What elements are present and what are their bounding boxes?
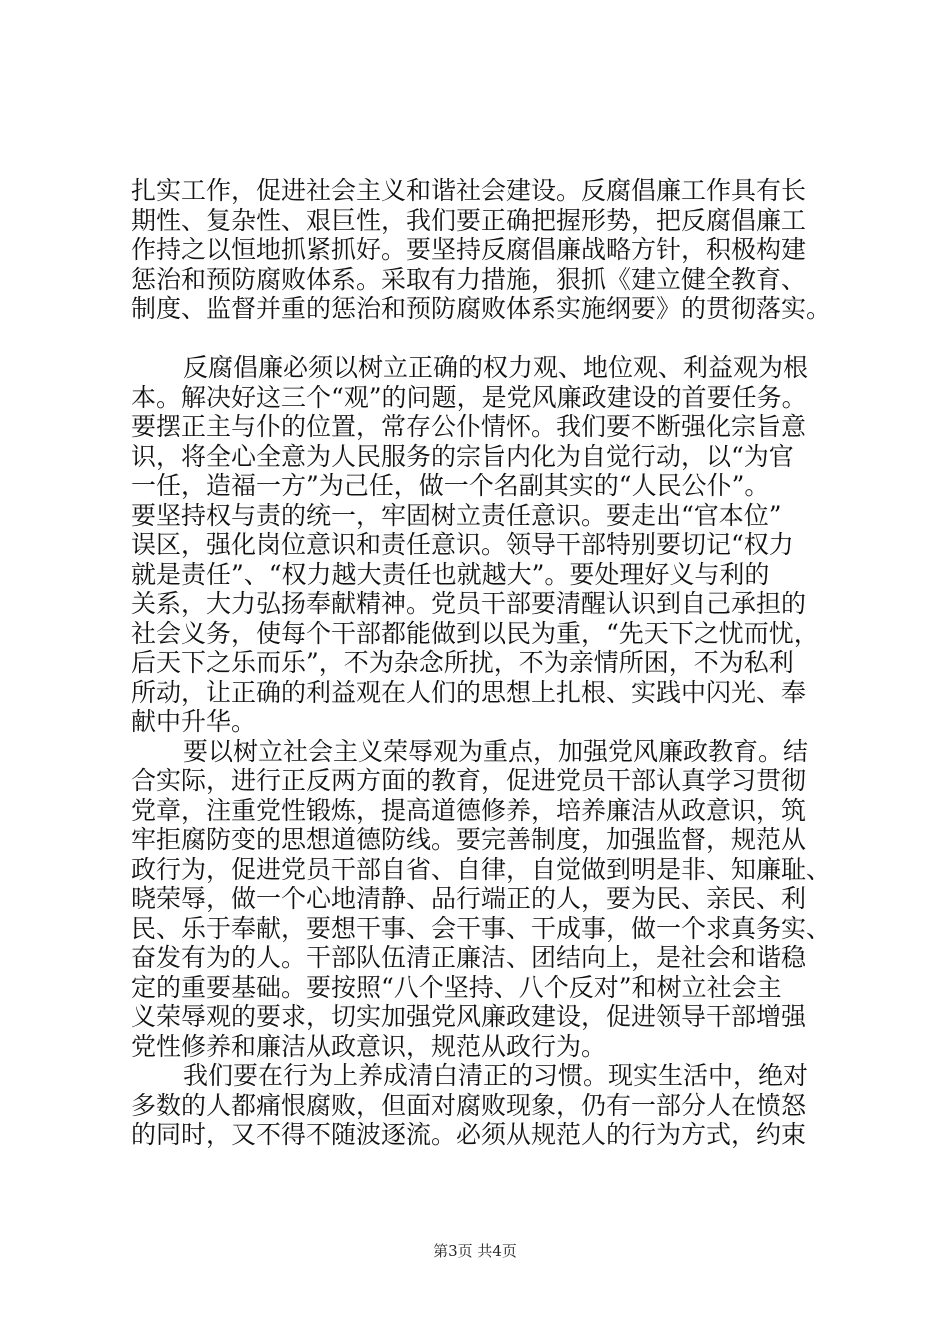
document-body: [131, 176, 832, 1150]
text-line: 惩治和预防腐败体系。采取有力措施，狠抓《建立健全教育、: [131, 264, 807, 294]
text-line: 扎实工作，促进社会主义和谐社会建设。反腐倡廉工作具有长: [131, 176, 807, 205]
page-footer: [0, 1240, 950, 1261]
text-line: 误区，强化岗位意识和责任意识。领导干部特别要切记“权力: [131, 530, 794, 559]
text-line: 合实际，进行正反两方面的教育，促进党员干部认真学习贯彻: [131, 766, 807, 795]
text-line: 的同时，又不得不随波逐流。必须从规范人的行为方式，约束: [131, 1120, 807, 1149]
text-line: 作持之以恒地抓紧抓好。要坚持反腐倡廉战略方针，积极构建: [131, 235, 807, 264]
text-line: 党章，注重党性锻炼，提高道德修养，培养廉洁从政意识，筑: [131, 795, 807, 825]
text-line: 就是责任”、“权力越大责任也就越大”。要处理好义与利的: [131, 559, 770, 589]
text-line: 制度、监督并重的惩治和预防腐败体系实施纲要》的贯彻落实。: [131, 294, 832, 323]
text-line: 关系，大力弘扬奉献精神。党员干部要清醒认识到自己承担的: [131, 589, 807, 618]
text-line: 要坚持权与责的统一，牢固树立责任意识。要走出“官本位”: [131, 500, 782, 530]
text-line: 要摆正主与仆的位置，常存公仆情怀。我们要不断强化宗旨意: [131, 412, 807, 441]
text-line: 要以树立社会主义荣辱观为重点，加强党风廉政教育。结: [183, 736, 809, 766]
text-line: 民、乐于奉献，要想干事、会干事、干成事，做一个求真务实、: [131, 913, 832, 943]
text-line: 识，将全心全意为人民服务的宗旨内化为自觉行动，以“为官: [131, 441, 794, 471]
text-line: 献中升华。: [131, 707, 257, 736]
text-line: 一任，造福一方”为己任，做一个名副其实的“人民公仆”。: [131, 471, 770, 500]
paragraph-spacer: [131, 324, 821, 354]
text-line: 定的重要基础。要按照“八个坚持、八个反对”和树立社会主: [131, 972, 782, 1002]
page-number: 第3页 共4页: [433, 1242, 517, 1260]
text-line: 党性修养和廉洁从政意识，规范从政行为。: [131, 1031, 607, 1061]
text-line: 社会义务，使每个干部都能做到以民为重，“先天下之忧而忧，: [131, 618, 819, 648]
text-line: 奋发有为的人。干部队伍清正廉洁、团结向上，是社会和谐稳: [131, 943, 807, 972]
text-line: 牢拒腐防变的思想道德防线。要完善制度，加强监督，规范从: [131, 825, 807, 854]
text-line: 晓荣辱，做一个心地清静、品行端正的人，要为民、亲民、利: [131, 884, 807, 913]
text-line: 后天下之乐而乐”，不为杂念所扰，不为亲情所困，不为私利: [131, 648, 794, 677]
paragraph: [131, 353, 821, 737]
paragraph: [131, 176, 832, 324]
text-line: 所动，让正确的利益观在人们的思想上扎根、实践中闪光、奉: [131, 677, 807, 707]
text-line: 反腐倡廉必须以树立正确的权力观、地位观、利益观为根: [183, 353, 809, 382]
paragraph: [131, 1061, 821, 1150]
text-line: 期性、复杂性、艰巨性，我们要正确把握形势，把反腐倡廉工: [131, 205, 807, 235]
text-line: 我们要在行为上养成清白清正的习惯。现实生活中，绝对: [183, 1061, 809, 1090]
text-line: 多数的人都痛恨腐败，但面对腐败现象，仍有一部分人在愤怒: [131, 1090, 807, 1120]
text-line: 政行为，促进党员干部自省、自律，自觉做到明是非、知廉耻、: [131, 854, 832, 884]
paragraph: [131, 736, 832, 1062]
text-line: 义荣辱观的要求，切实加强党风廉政建设，促进领导干部增强: [131, 1002, 807, 1031]
text-line: 本。解决好这三个“观”的问题，是党风廉政建设的首要任务。: [131, 382, 807, 412]
